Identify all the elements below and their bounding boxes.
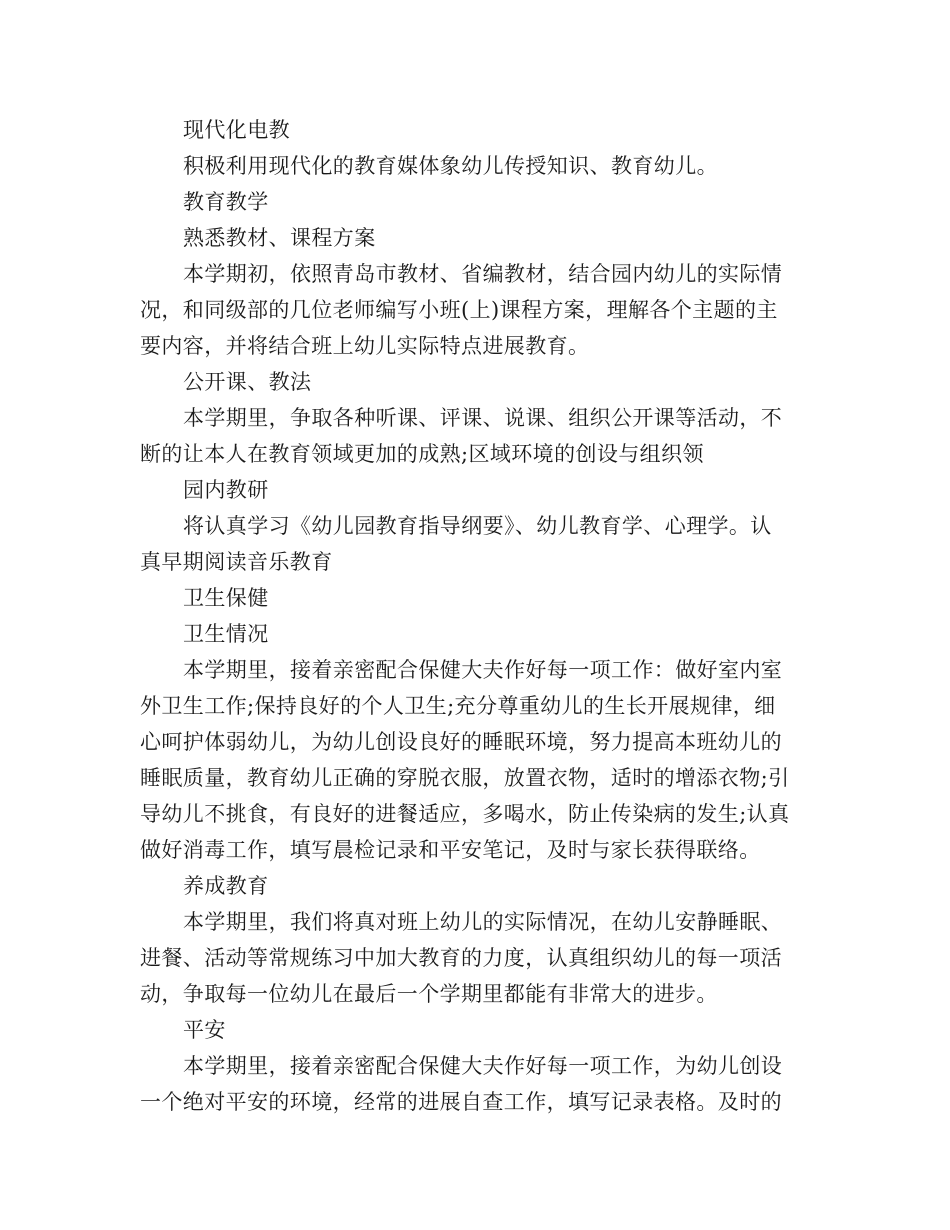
section-heading-safety: 平安 <box>183 1018 226 1042</box>
section-heading-health-care: 卫生保健 <box>183 586 269 610</box>
paragraph-line: 做好消毒工作，填写晨检记录和平安笔记，及时与家长获得联络。 <box>140 838 761 862</box>
section-heading-habit-formation: 养成教育 <box>183 874 269 898</box>
paragraph-line: 本学期里，接着亲密配合保健大夫作好每一项工作：做好室内室 <box>183 658 783 682</box>
paragraph-line: 一个绝对平安的环境，经常的进展自查工作，填写记录表格。及时的 <box>140 1090 782 1114</box>
section-heading-teaching-research: 园内教研 <box>183 478 269 502</box>
paragraph-line: 本学期里，我们将真对班上幼儿的实际情况，在幼儿安静睡眠、 <box>183 910 783 934</box>
section-heading-modern-av-education: 现代化电教 <box>183 118 290 142</box>
paragraph-line: 断的让本人在教育领域更加的成熟;区域环境的创设与组织领 <box>140 442 704 466</box>
section-heading-hygiene: 卫生情况 <box>183 622 269 646</box>
section-heading-teaching: 教育教学 <box>183 190 269 214</box>
paragraph-line: 睡眠质量，教育幼儿正确的穿脱衣服，放置衣物，适时的增添衣物;引 <box>140 766 790 790</box>
section-heading-textbook-curriculum: 熟悉教材、课程方案 <box>183 226 376 250</box>
paragraph-line: 心呵护体弱幼儿，为幼儿创设良好的睡眠环境，努力提高本班幼儿的 <box>140 730 782 754</box>
paragraph-line: 导幼儿不挑食，有良好的进餐适应，多喝水，防止传染病的发生;认真 <box>140 802 790 826</box>
paragraph-line: 本学期里，接着亲密配合保健大夫作好每一项工作，为幼儿创设 <box>183 1054 783 1078</box>
paragraph-line: 动，争取每一位幼儿在最后一个学期里都能有非常大的进步。 <box>140 982 718 1006</box>
paragraph-line: 积极利用现代化的教育媒体象幼儿传授知识、教育幼儿。 <box>183 154 718 178</box>
paragraph-line: 真早期阅读音乐教育 <box>140 550 333 574</box>
paragraph-line: 本学期里，争取各种听课、评课、说课、组织公开课等活动，不 <box>183 406 783 430</box>
document-body <box>140 112 812 1120</box>
paragraph-line: 本学期初，依照青岛市教材、省编教材，结合园内幼儿的实际情 <box>183 262 783 286</box>
paragraph-line: 要内容，并将结合班上幼儿实际特点进展教育。 <box>140 334 590 358</box>
paragraph-line: 将认真学习《幼儿园教育指导纲要》、幼儿教育学、心理学。认 <box>183 514 772 538</box>
paragraph-line: 进餐、活动等常规练习中加大教育的力度，认真组织幼儿的每一项活 <box>140 946 782 970</box>
paragraph-line: 况，和同级部的几位老师编写小班(上)课程方案，理解各个主题的主 <box>140 298 778 322</box>
paragraph-line: 外卫生工作;保持良好的个人卫生;充分尊重幼儿的生长开展规律，细 <box>140 694 776 718</box>
section-heading-open-class: 公开课、教法 <box>183 370 312 394</box>
